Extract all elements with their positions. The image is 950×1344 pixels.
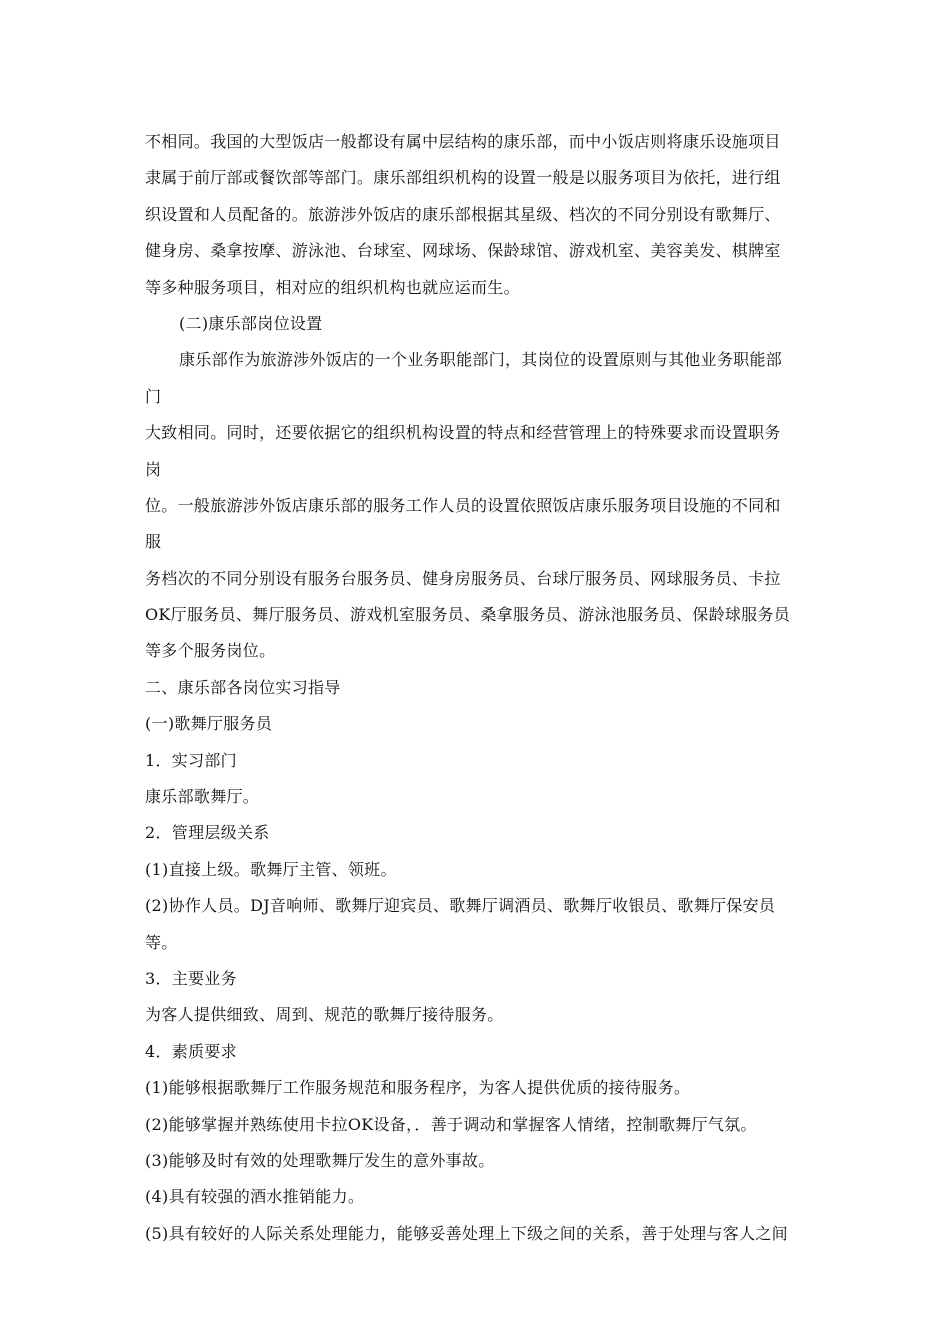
text-line: 等。 xyxy=(145,932,178,952)
text-line: (2)协作人员。DJ音响师、歌舞厅迎宾员、歌舞厅调酒员、歌舞厅收银员、歌舞厅保安员 xyxy=(145,896,776,916)
text-line: 1．实习部门 xyxy=(145,750,237,770)
text-line: (4)具有较强的酒水推销能力。 xyxy=(145,1187,365,1207)
text-line: 位。一般旅游涉外饭店康乐部的服务工作人员的设置依照饭店康乐服务项目设施的不同和 xyxy=(145,495,781,515)
text-line: 2．管理层级关系 xyxy=(145,823,270,843)
text-line: 务档次的不同分别设有服务台服务员、健身房服务员、台球厅服务员、网球服务员、卡拉 xyxy=(145,568,781,588)
text-line: 3．主要业务 xyxy=(145,968,237,988)
text-line: 健身房、桑拿按摩、游泳池、台球室、网球场、保龄球馆、游戏机室、美容美发、棋牌室 xyxy=(145,241,781,261)
text-line: 二、康乐部各岗位实习指导 xyxy=(145,677,341,697)
text-line: 为客人提供细致、周到、规范的歌舞厅接待服务。 xyxy=(145,1005,504,1025)
text-line: (2)能够掌握并熟练使用卡拉OK设备，．善于调动和掌握客人情绪，控制歌舞厅气氛。 xyxy=(145,1114,757,1134)
text-line: 康乐部作为旅游涉外饭店的一个业务职能部门，其岗位的设置原则与其他业务职能部 xyxy=(179,350,783,370)
text-line: 门 xyxy=(145,386,162,406)
document-body xyxy=(145,124,810,1252)
text-line: (1)直接上级。歌舞厅主管、领班。 xyxy=(145,859,397,879)
text-line: 大致相同。同时，还要依据它的组织机构设置的特点和经营管理上的特殊要求而设置职务 xyxy=(145,423,781,443)
text-line: (二)康乐部岗位设置 xyxy=(179,313,323,333)
text-line: 不相同。我国的大型饭店一般都设有属中层结构的康乐部，而中小饭店则将康乐设施项目 xyxy=(145,132,781,151)
text-line: (1)能够根据歌舞厅工作服务规范和服务程序，为客人提供优质的接待服务。 xyxy=(145,1078,691,1098)
text-line: 岗 xyxy=(145,459,162,479)
text-line: OK厅服务员、舞厅服务员、游戏机室服务员、桑拿服务员、游泳池服务员、保龄球服务员 xyxy=(145,605,791,625)
text-line: 康乐部歌舞厅。 xyxy=(145,787,260,807)
text-line: 服 xyxy=(145,532,162,552)
text-line: 4．素质要求 xyxy=(145,1041,237,1061)
text-line: (3)能够及时有效的处理歌舞厅发生的意外事故。 xyxy=(145,1150,495,1170)
text-line: (一)歌舞厅服务员 xyxy=(145,714,273,734)
text-line: 织设置和人员配备的。旅游涉外饭店的康乐部根据其星级、档次的不同分别设有歌舞厅、 xyxy=(145,204,781,224)
text-line: 等多个服务岗位。 xyxy=(145,641,276,661)
text-line: 隶属于前厅部或餐饮部等部门。康乐部组织机构的设置一般是以服务项目为依托，进行组 xyxy=(145,168,781,188)
text-line: 等多种服务项目，相对应的组织机构也就应运而生。 xyxy=(145,277,520,297)
text-line: (5)具有较好的人际关系处理能力，能够妥善处理上下级之间的关系，善于处理与客人之间 xyxy=(145,1223,788,1243)
